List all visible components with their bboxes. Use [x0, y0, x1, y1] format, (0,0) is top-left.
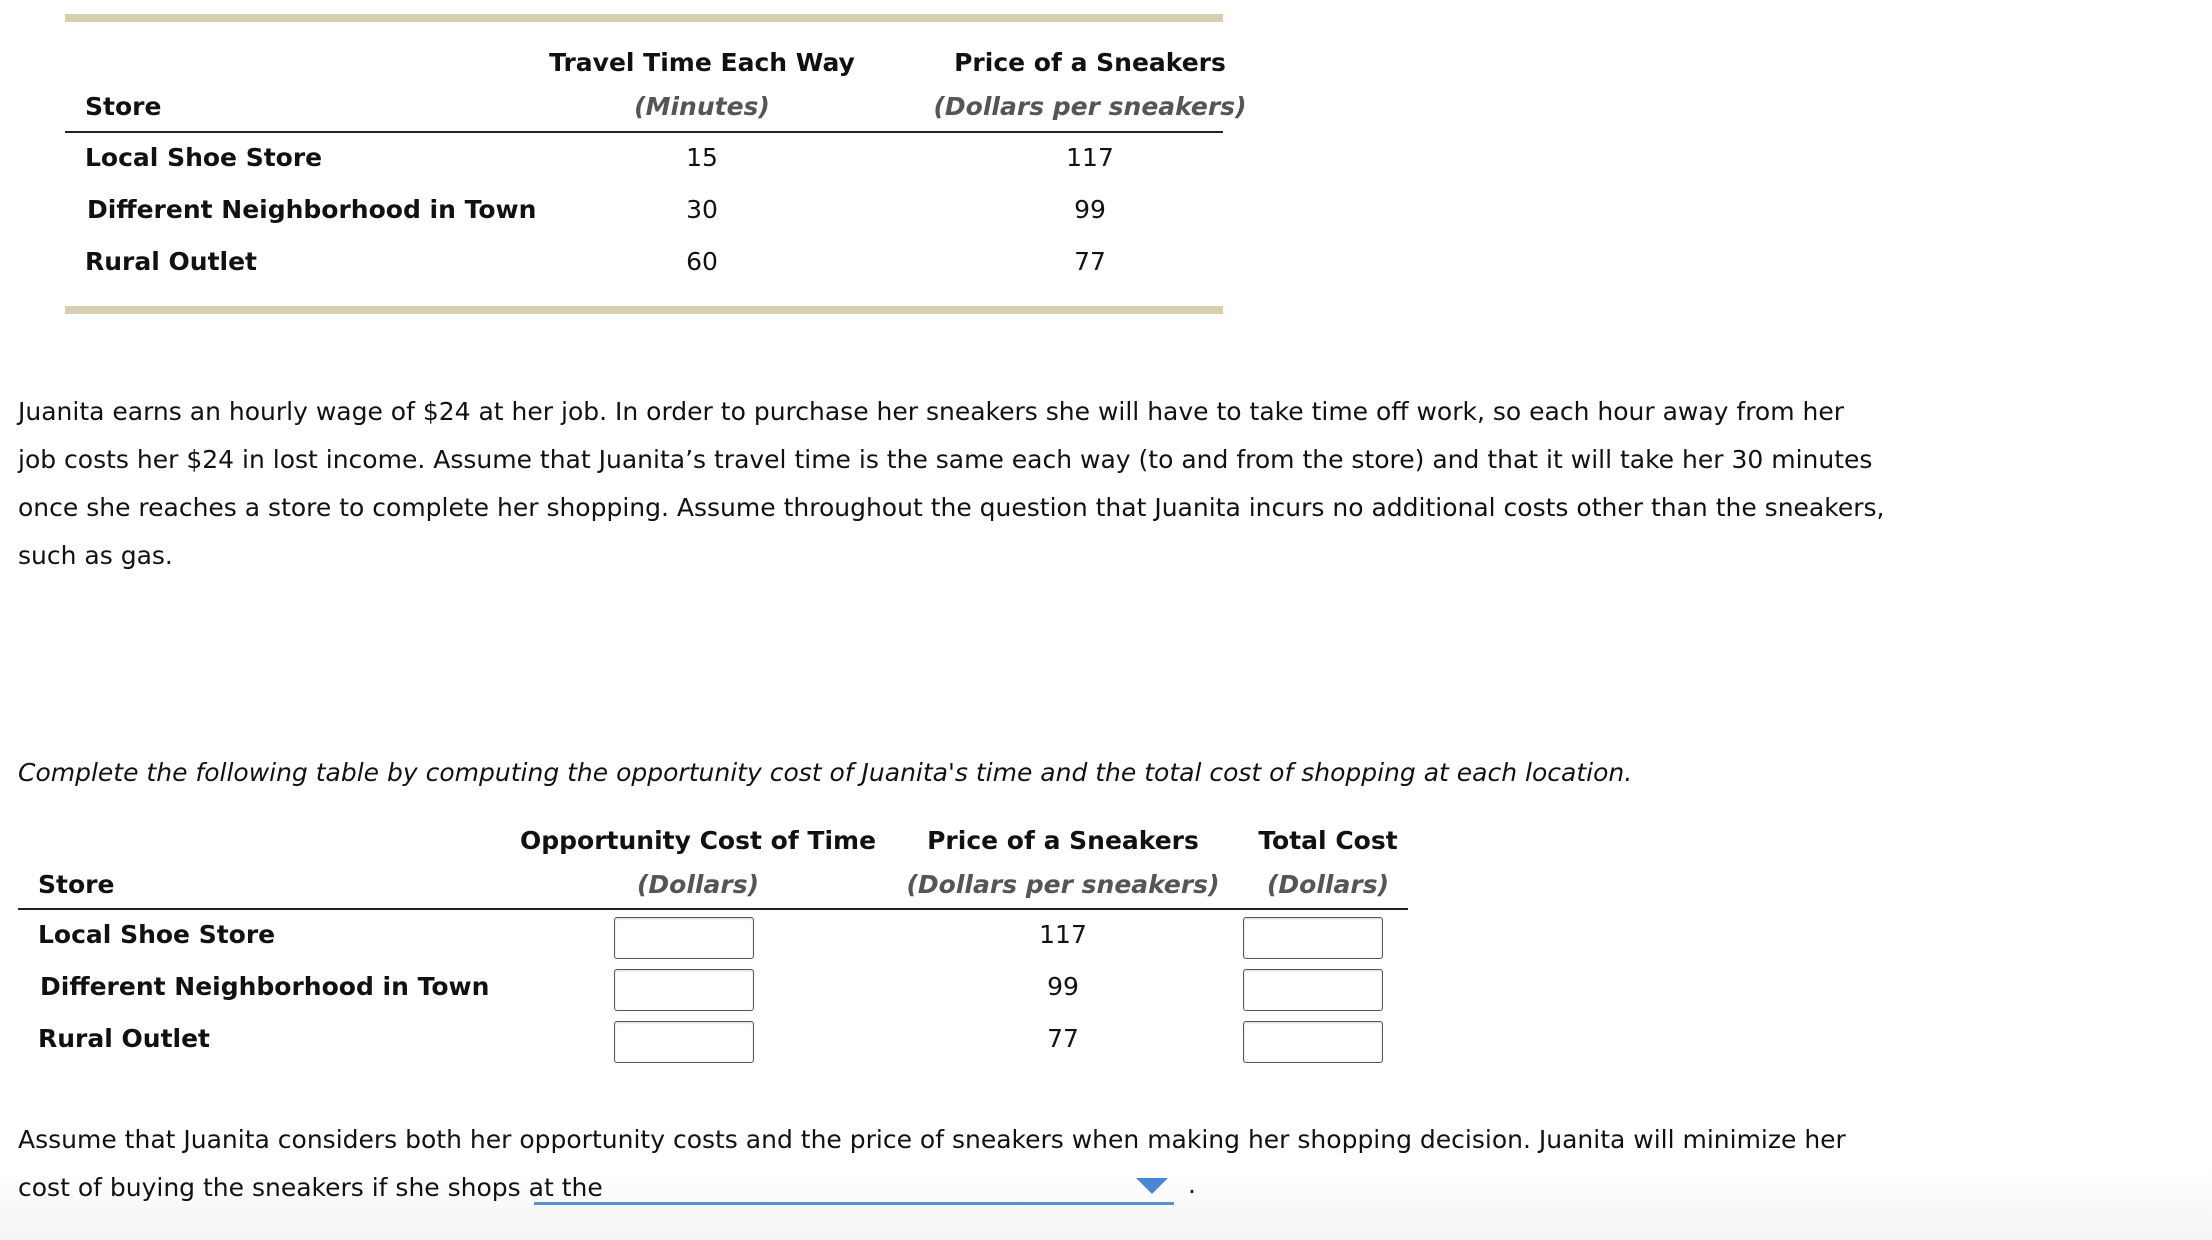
sentence-period: .	[1188, 1170, 1196, 1199]
total-cost-input[interactable]	[1243, 1021, 1383, 1063]
header-price-units: (Dollars per sneakers)	[906, 870, 1220, 899]
header-travel-time: Travel Time Each Way	[549, 48, 855, 77]
problem-paragraph: Juanita earns an hourly wage of $24 at her job. In order to purchase her sneakers she will have to take time off work, so each hour away from her job costs her $24 in lost income. Assume that Juanita’s travel time is the same each way (to and from the store) and that it will take her 30 minutes once she reaches a store to complete her shopping. Assume throughout the question that Juanita incurs no additional costs other than the sneakers, such as gas.	[18, 397, 1885, 570]
table-row	[65, 185, 1223, 237]
sneaker-price: 117	[1039, 920, 1087, 949]
table-row	[65, 237, 1223, 289]
header-price-units: (Dollars per sneakers)	[933, 92, 1247, 121]
opportunity-cost-input[interactable]	[614, 917, 754, 959]
cost-entry-table	[18, 820, 1408, 1066]
store-name: Local Shoe Store	[38, 920, 276, 949]
table-bottom-bar	[65, 306, 1223, 314]
sneaker-price: 99	[1047, 972, 1079, 1001]
total-cost-input[interactable]	[1243, 917, 1383, 959]
store-choice-dropdown[interactable]	[534, 1160, 1174, 1205]
chevron-down-icon[interactable]	[1136, 1178, 1168, 1194]
header-total-units: (Dollars)	[1267, 870, 1389, 899]
header-travel-units: (Minutes)	[634, 92, 770, 121]
store-name: Rural Outlet	[85, 247, 257, 276]
final-question-text: Assume that Juanita considers both her opportunity costs and the price of sneakers when making her shopping decision. Juanita will minimize her cost of buying the sneakers if she shops at the	[18, 1125, 1846, 1202]
table-row	[65, 133, 1223, 185]
travel-time: 60	[686, 247, 718, 276]
header-opportunity-cost: Opportunity Cost of Time	[519, 826, 877, 855]
total-cost-input[interactable]	[1243, 969, 1383, 1011]
store-name: Different Neighborhood in Town	[40, 972, 490, 1001]
store-name: Rural Outlet	[38, 1024, 210, 1053]
table-row	[18, 910, 1408, 962]
table-row	[18, 962, 1408, 1014]
table-header	[65, 22, 1247, 133]
header-store: Store	[38, 870, 115, 899]
instruction-text: Complete the following table by computing the opportunity cost of Juanita's time and the total cost of shopping at each location.	[18, 758, 1633, 787]
store-name: Different Neighborhood in Town	[87, 195, 537, 224]
store-data-table	[65, 14, 1247, 314]
store-name: Local Shoe Store	[85, 143, 323, 172]
sneaker-price: 99	[1074, 195, 1106, 224]
header-price: Price of a Sneakers	[927, 826, 1199, 855]
header-opportunity-units: (Dollars)	[637, 870, 759, 899]
travel-time: 15	[686, 143, 718, 172]
sneaker-price: 117	[1066, 143, 1114, 172]
header-price: Price of a Sneakers	[954, 48, 1226, 77]
travel-time: 30	[686, 195, 718, 224]
table-top-bar	[65, 14, 1223, 22]
opportunity-cost-input[interactable]	[614, 1021, 754, 1063]
table-header	[18, 820, 1408, 910]
sneaker-price: 77	[1047, 1024, 1079, 1053]
table-row	[18, 1014, 1408, 1066]
opportunity-cost-input[interactable]	[614, 969, 754, 1011]
header-total-cost: Total Cost	[1258, 826, 1398, 855]
sneaker-price: 77	[1074, 247, 1106, 276]
header-store: Store	[85, 92, 162, 121]
